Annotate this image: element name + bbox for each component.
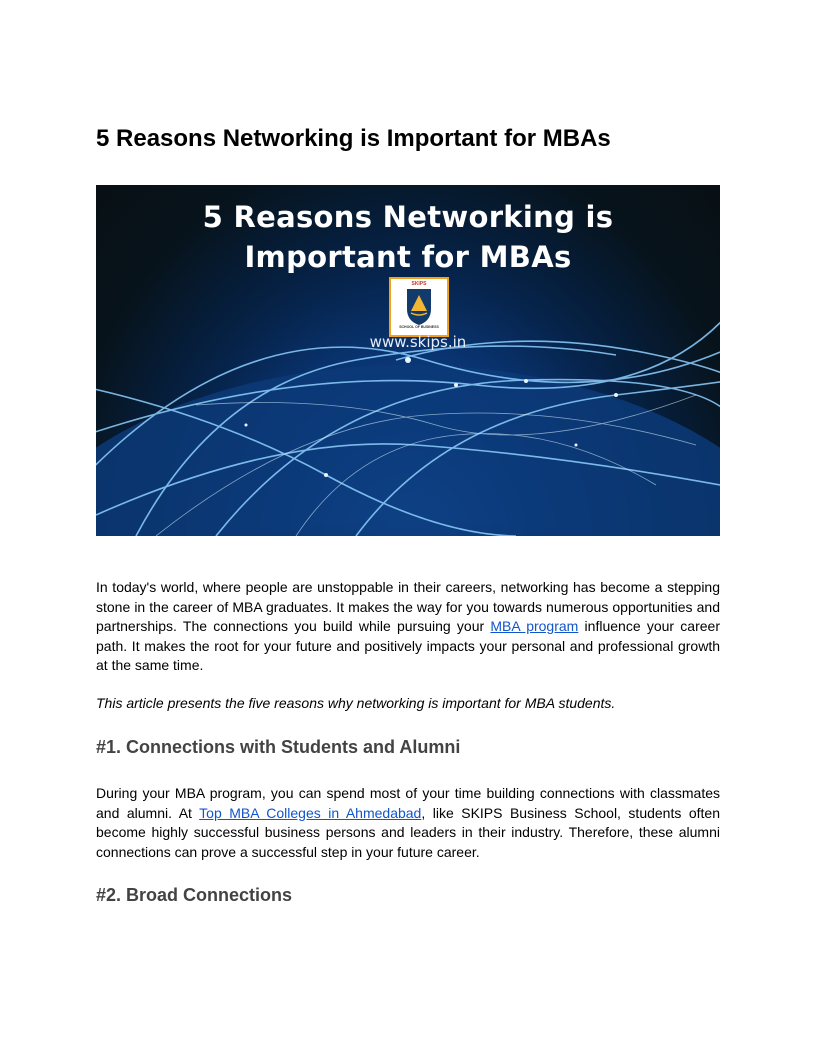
section-1-text-start: During your MBA program, you can spend most of your time building connections with classmates and alumni. At xyxy=(96,785,720,821)
section-1-text-end: , like SKIPS Business School, students often become highly successful business persons and leaders in their industry. Therefore, these alumni connections can prove a successful step in your future career. xyxy=(96,804,720,860)
skips-logo xyxy=(389,277,449,337)
summary-paragraph: This article presents the five reasons why networking is important for MBA students. xyxy=(96,695,616,711)
top-mba-colleges-link[interactable]: Top MBA Colleges in Ahmedabad xyxy=(199,804,422,821)
mba-program-link[interactable]: MBA program xyxy=(490,618,579,634)
intro-paragraph xyxy=(96,578,720,676)
section-1-paragraph xyxy=(96,784,720,862)
page-title: 5 Reasons Networking is Important for MBAs xyxy=(96,125,611,152)
hero-banner-image xyxy=(96,185,720,536)
banner-url: www.skips.in xyxy=(369,333,467,351)
section-heading-2: #2. Broad Connections xyxy=(96,885,293,905)
intro-text-start: In today's world, where people are unstoppable in their careers, networking has become a stepping stone in the career of MBA graduates. It makes the way for you towards numerous opportunities and partnerships. The connections you build while pursuing your xyxy=(96,579,720,634)
logo-subtext: SCHOOL OF BUSINESS xyxy=(399,325,439,329)
banner-title-line-1: 5 Reasons Networking is xyxy=(202,200,614,234)
banner-title-line-2: Important for MBAs xyxy=(244,240,572,274)
intro-text-end: influence your career path. It makes the root for your future and positively impacts your personal and professional growth at the same time. xyxy=(96,618,720,673)
section-heading-1: #1. Connections with Students and Alumni xyxy=(96,737,461,757)
banner-title xyxy=(96,197,720,277)
logo-name: SKIPS xyxy=(411,281,427,287)
